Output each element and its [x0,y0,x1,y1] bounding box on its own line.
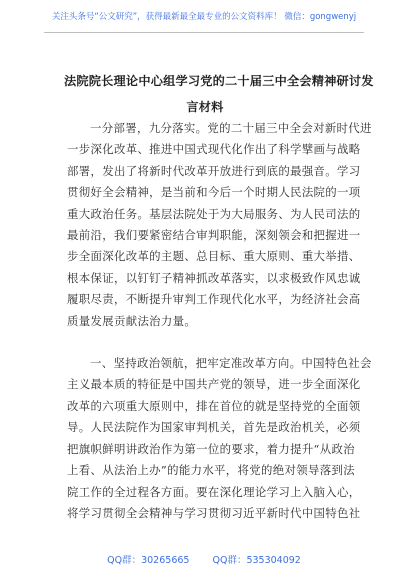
paragraph-line: 根本保证，以钉钉子精神抓改革落实，以求极致作风忠诚 [67,270,361,285]
paragraph-spacer [67,332,351,353]
paragraph-line: 重大政治任务。基层法院处于为大局服务、为人民司法的 [67,206,361,221]
header-promo-note: 关注头条号“公文研究”，获得最新最全最专业的公文资料库！ 微信：gongwenyj [51,12,357,22]
paragraph-line: 一、坚持政治领航，把牢定准改革方向。中国特色社会 [90,356,372,371]
paragraph-section-one [67,353,372,524]
paragraph-line: 改革的六项重大原则中，排在首位的就是坚持党的全面领 [67,398,361,413]
document-title-line: 言材料 [186,100,224,114]
footer-qq-group-1: QQ群：30265665 [107,555,190,566]
paragraph-line: 履职尽责，不断提升审判工作现代化水平，为经济社会高 [67,292,361,307]
paragraph-line: 主义最本质的特征是中国共产党的领导，进一步全面深化 [67,377,361,392]
paragraph-line: 一步深化改革、推进中国式现代化作出了科学擘画与战略 [67,142,361,157]
document-body [67,118,372,524]
paragraph-line: 部署，发出了将新时代改革开放进行到底的最强音。学习 [67,163,361,178]
document-title-line: 法院院长理论中心组学习党的二十届三中全会精神研讨发 [64,74,374,88]
paragraph-line: 步全面深化改革的主题、总目标、重大原则、重大举措、 [67,249,361,264]
paragraph-line: 贯彻好全会精神，是当前和今后一个时期人民法院的一项 [67,185,361,200]
paragraph-line: 质量发展贡献法治力量。 [67,313,197,328]
footer-qq-groups [0,552,408,566]
footer-qq-group-2: QQ群：535304092 [212,555,301,566]
paragraph-line: 把旗帜鲜明讲政治作为第一位的要求，着力提升“从政治 [67,441,355,456]
header-divider [44,32,364,33]
paragraph-line: 最前沿，我们要紧密结合审判职能，深刻领会和把握进一 [67,228,361,243]
paragraph-line: 导。人民法院作为国家审判机关，首先是政治机关，必须 [67,420,361,435]
document-title [64,68,374,120]
paragraph-line: 一分部署，九分落实。党的二十届三中全会对新时代进 [90,121,372,135]
paragraph-line: 上看、从法治上办”的能力水平，将党的绝对领导落到法 [67,463,355,478]
paragraph-line: 院工作的全过程各方面。要在深化理论学习上入脑入心， [67,484,361,499]
paragraph-line: 将学习贯彻全会精神与学习贯彻习近平新时代中国特色社 [67,505,361,520]
paragraph-intro [67,118,372,332]
